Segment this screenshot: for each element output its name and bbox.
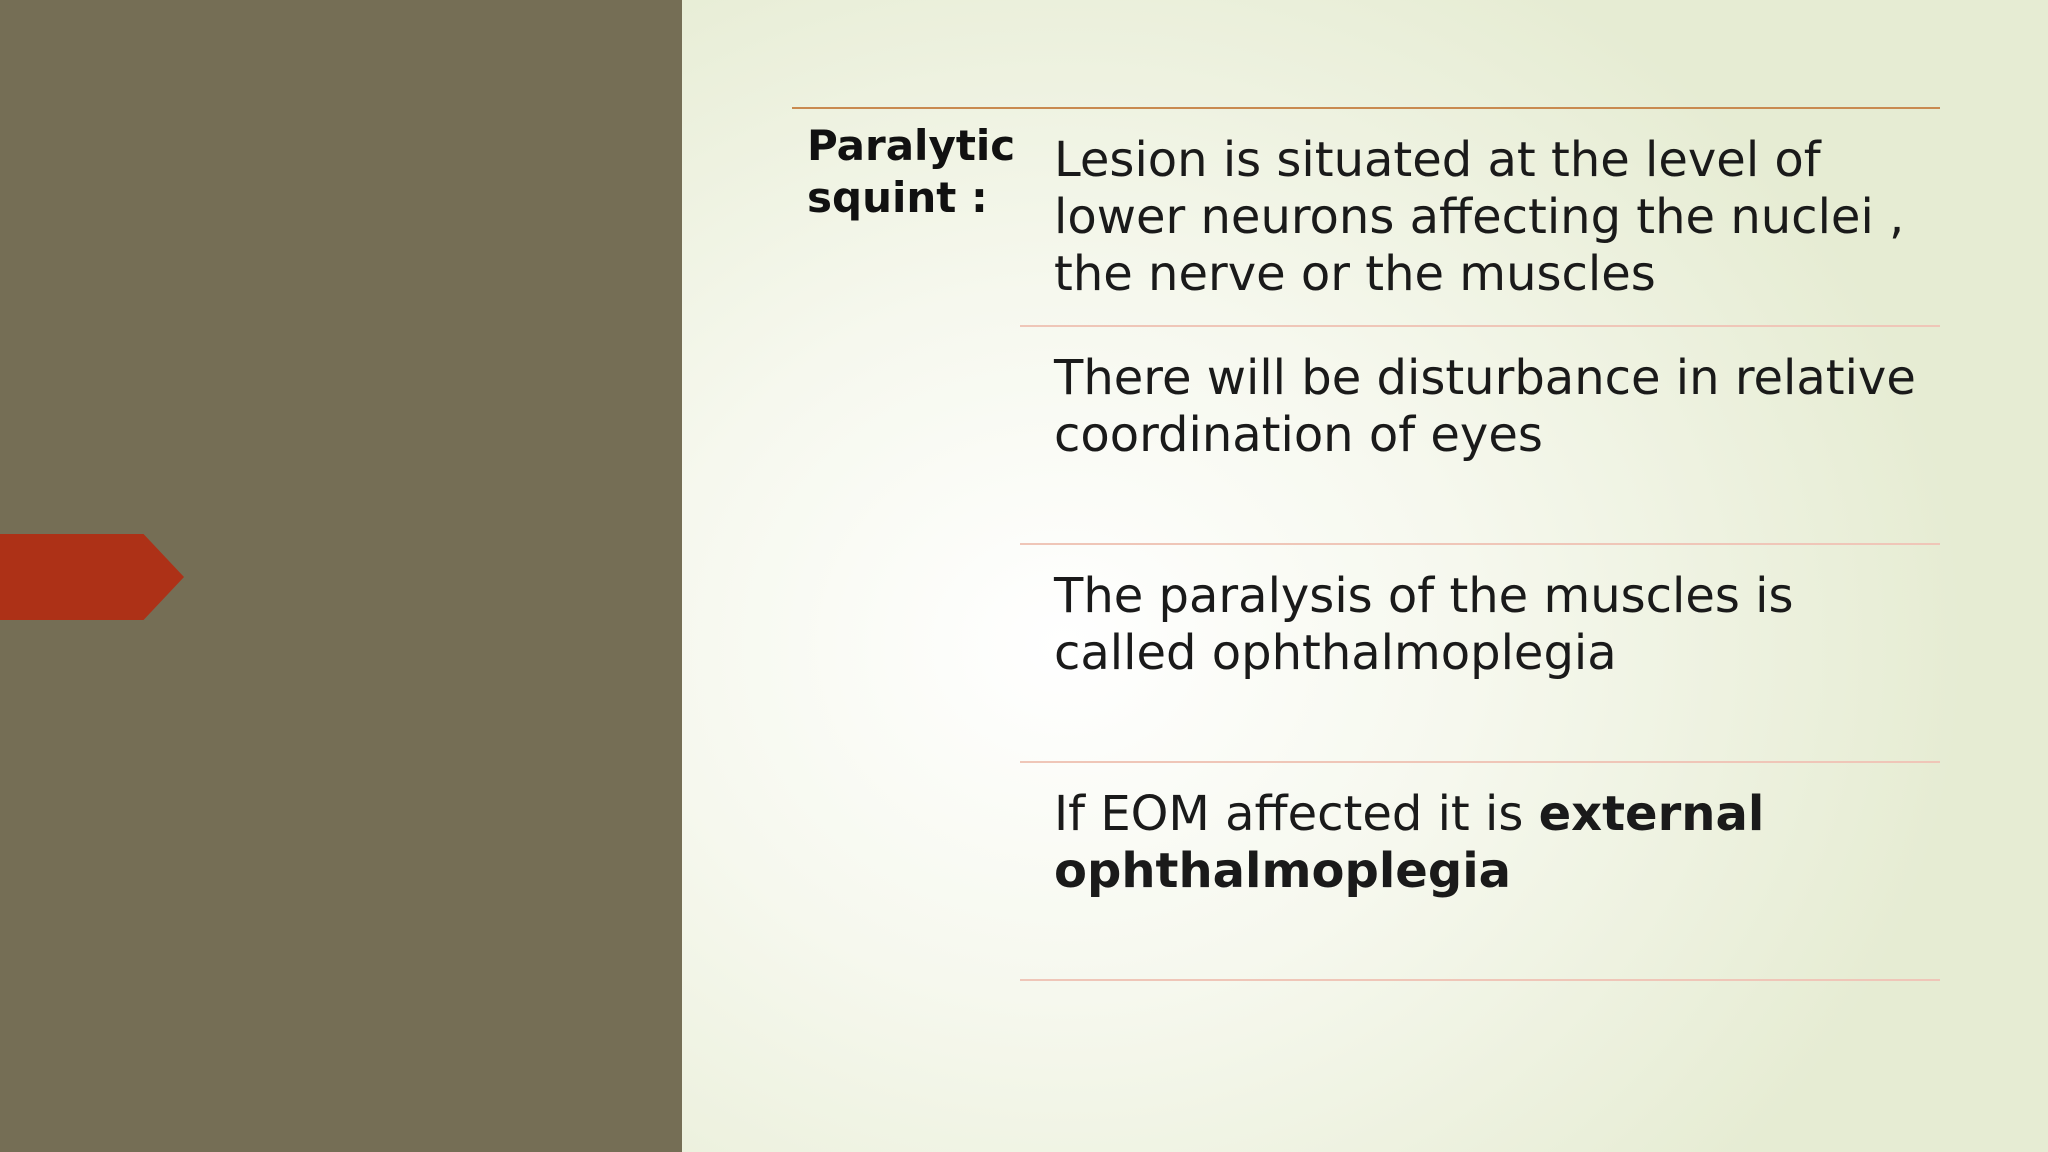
definition-entry-1: Lesion is situated at the level of lower neurons affecting the nuclei , the nerve or the muscles [1054,132,1905,302]
definition-entry-3: The paralysis of the muscles is called ophthalmoplegia [1054,568,1794,681]
entry-divider-2 [1020,543,1940,545]
entry-divider-4 [1020,979,1940,981]
entry-4-bold-term: external ophthalmoplegia [1054,786,1765,899]
entry-divider-3 [1020,761,1940,763]
definition-entry-4 [1054,786,1944,900]
entry-4-text: If EOM affected it is [1054,786,1539,842]
top-rule [792,107,1940,109]
entry-divider-1 [1020,325,1940,327]
definition-entry-2: There will be disturbance in relative coordination of eyes [1054,350,1916,463]
term-label: Paralytic squint : [807,121,1016,222]
